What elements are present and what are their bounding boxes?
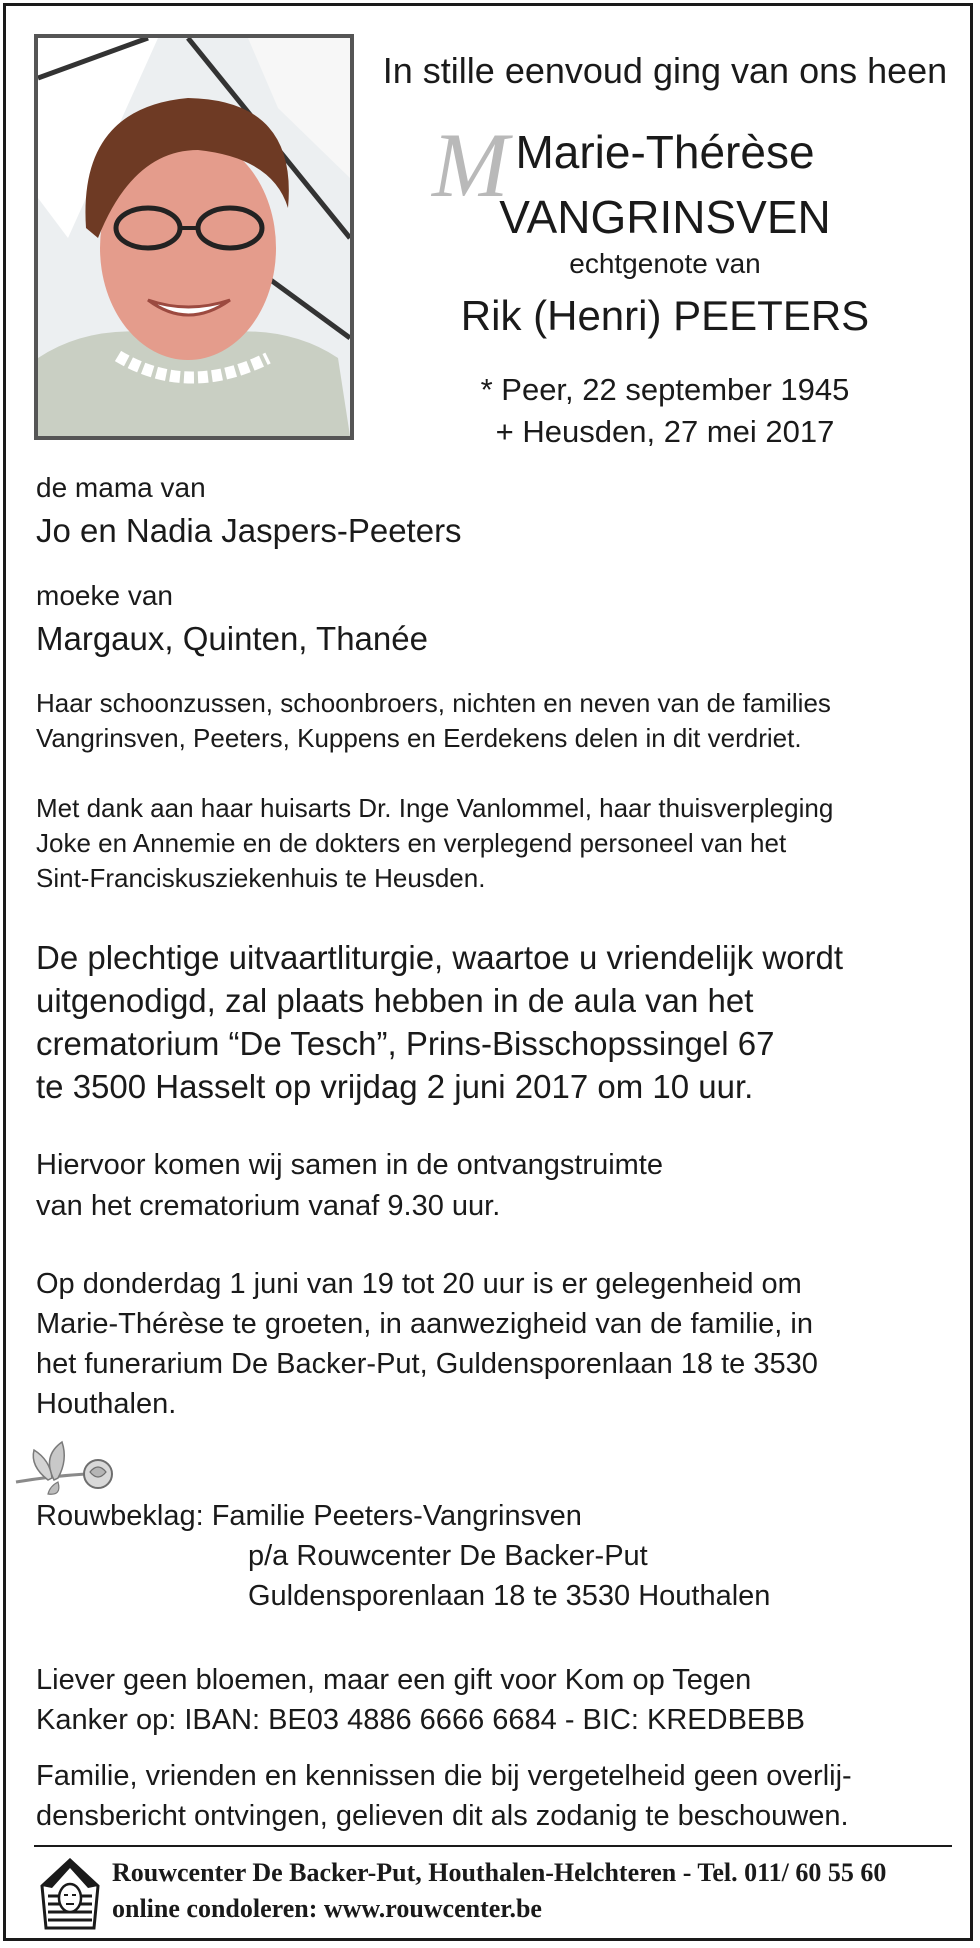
donation-line: Liever geen bloemen, maar een gift voor Kom op Tegen: [36, 1664, 752, 1696]
deceased-first-name: Marie-Thérèse: [515, 126, 815, 178]
thanks-line: Joke en Annemie en de dokters en verplegend personeel van het: [36, 828, 787, 858]
closing-line: densbericht ontvingen, gelieven dit als zodanig te beschouwen.: [36, 1800, 849, 1832]
decorative-initial: M: [432, 114, 509, 216]
deceased-last-name: VANGRINSVEN: [499, 191, 831, 243]
grandchildren-names: Margaux, Quinten, Thanée: [36, 620, 428, 657]
ceremony-line: uitgenodigd, zal plaats hebben in de aula van het: [36, 982, 754, 1019]
condolences-line3: Guldensporenlaan 18 te 3530 Houthalen: [248, 1580, 771, 1612]
visitation-line: Marie-Thérèse te groeten, in aanwezigheid van de familie, in: [36, 1308, 813, 1340]
spouse-label: echtgenote van: [569, 248, 761, 279]
condolences-line1: Rouwbeklag: Familie Peeters-Vangrinsven: [36, 1500, 582, 1532]
footer-divider: [34, 1845, 952, 1847]
birth-info: * Peer, 22 september 1945: [480, 372, 850, 407]
portrait-illustration: [38, 38, 350, 436]
footer-website-line: online condoleren: www.rouwcenter.be: [112, 1894, 542, 1923]
gathering-line: van het crematorium vanaf 9.30 uur.: [36, 1190, 501, 1222]
portrait-photo: [34, 34, 354, 440]
spouse-name: Rik (Henri) PEETERS: [460, 292, 870, 339]
footer-company-line: Rouwcenter De Backer-Put, Houthalen-Helchteren - Tel. 011/ 60 55 60: [112, 1858, 887, 1887]
condolences-line2: p/a Rouwcenter De Backer-Put: [248, 1540, 648, 1572]
closing-paragraph: [36, 1756, 956, 1836]
ceremony-line: te 3500 Hasselt op vrijdag 2 juni 2017 om 10 uur.: [36, 1068, 754, 1105]
thanks-line: Met dank aan haar huisarts Dr. Inge Vanlommel, haar thuisverpleging: [36, 793, 834, 823]
thanks-paragraph: [36, 791, 956, 896]
closing-line: Familie, vrienden en kennissen die bij vergetelheid geen overlij-: [36, 1760, 852, 1792]
thanks-line: Sint-Franciskusziekenhuis te Heusden.: [36, 863, 486, 893]
family-notice-line: Haar schoonzussen, schoonbroers, nichten en neven van de families: [36, 688, 831, 718]
family-notice-line: Vangrinsven, Peeters, Kuppens en Eerdekens delen in dit verdriet.: [36, 723, 802, 753]
gathering-line: Hiervoor komen wij samen in de ontvangstruimte: [36, 1149, 663, 1181]
intro-line: In stille eenvoud ging van ons heen: [382, 50, 948, 91]
donation-paragraph: [36, 1660, 956, 1740]
visitation-line: het funerarium De Backer-Put, Guldensporenlaan 18 te 3530: [36, 1348, 818, 1380]
death-info: + Heusden, 27 mei 2017: [495, 414, 835, 449]
children-names: Jo en Nadia Jaspers-Peeters: [36, 512, 462, 549]
gathering-paragraph: [36, 1145, 956, 1227]
family-notice: [36, 686, 956, 756]
ceremony-paragraph: [36, 936, 956, 1108]
pharaoh-logo-icon: [36, 1858, 104, 1930]
children-label: de mama van: [36, 472, 206, 503]
donation-line: Kanker op: IBAN: BE03 4886 6666 6684 - BIC: KREDBEBB: [36, 1704, 805, 1736]
ceremony-line: crematorium “De Tesch”, Prins-Bisschopssingel 67: [36, 1025, 775, 1062]
visitation-line: Op donderdag 1 juni van 19 tot 20 uur is er gelegenheid om: [36, 1268, 802, 1300]
rose-icon: [12, 1436, 120, 1498]
grandchildren-label: moeke van: [36, 580, 173, 611]
ceremony-line: De plechtige uitvaartliturgie, waartoe u vriendelijk wordt: [36, 939, 844, 976]
visitation-line: Houthalen.: [36, 1388, 177, 1420]
visitation-paragraph: [36, 1264, 956, 1424]
